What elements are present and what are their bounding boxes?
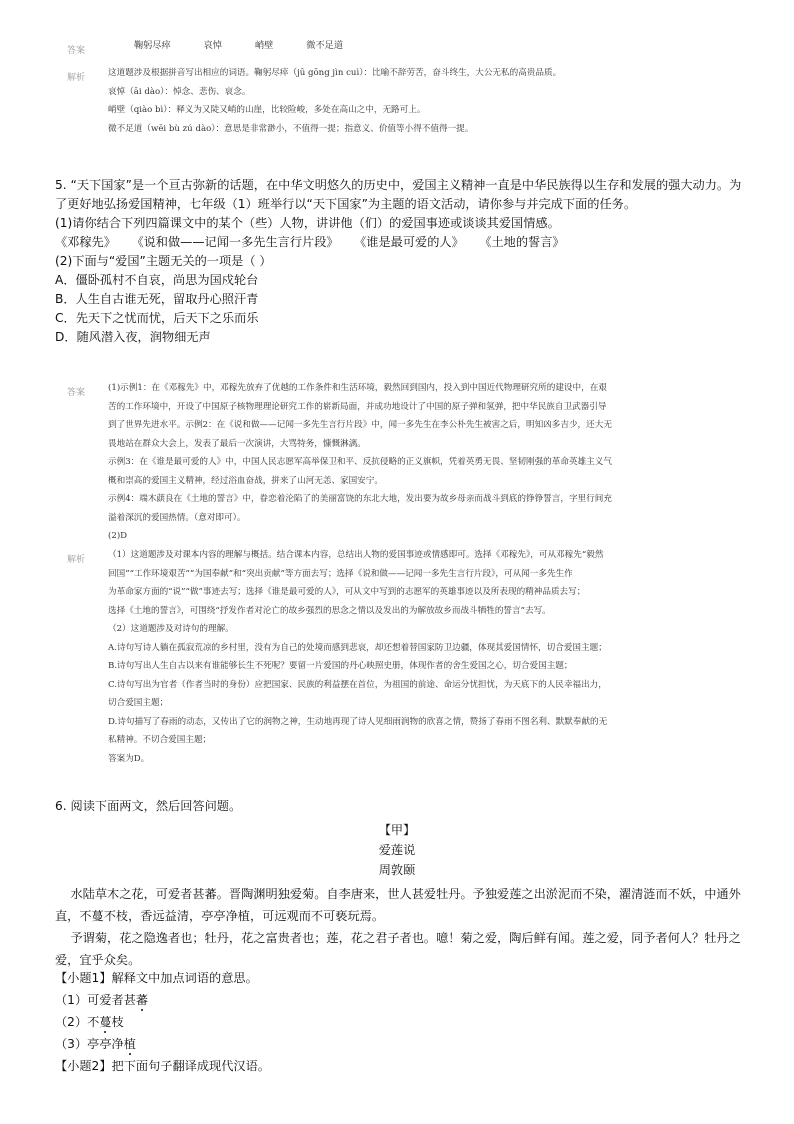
analysis-line: 选择《土地的誓言》，可围绕“抒发作者对沦亡的故乡强烈的思念之情以及发出的为解放故乡而战斗牺牲的誓言”去写。 <box>108 605 551 616</box>
option-d: D．随风潜入夜，润物细无声 <box>55 330 211 344</box>
answer-label: 答案 <box>67 388 86 398</box>
analysis-line: 峭壁（qiào bì）：释义为又陡又峭的山崖，比较险峻，多处在高山之中，无路可上。 <box>108 105 426 115</box>
passage-author: 周敦颐 <box>378 863 416 877</box>
dotted-char: 蔓 <box>99 1015 112 1029</box>
analysis-label: 解析 <box>67 73 86 83</box>
question-5-stem <box>55 176 741 347</box>
question-6-stem: 6. 阅读下面两文，然后回答问题。 <box>55 799 242 813</box>
item-2: （2）不蔓枝 <box>55 1015 124 1029</box>
text-title: 《谁是最可爱的人》 <box>354 235 464 249</box>
answer-word: 峭壁 <box>254 40 274 51</box>
text-title: 《邓稼先》 <box>55 235 116 249</box>
sub-question-1: 【小题1】解释文中加点词语的意思。 <box>55 971 258 985</box>
sub-question-2: (2)下面与“爱国”主题无关的一项是（ ） <box>55 254 272 268</box>
answer-block <box>108 379 612 546</box>
analysis-line: A.诗句写诗人躺在孤寂荒凉的乡村里，没有为自己的处境而感到悲哀，却还想着替国家防卫边疆，体现其爱国情怀，切合爱国主题； <box>108 642 607 653</box>
option-c: C．先天下之忧而忧，后天下之乐而乐 <box>55 311 259 325</box>
paragraph-line: 直，不蔓不枝，香远益清，亭亭净植，可远观而不可亵玩焉。 <box>55 909 385 923</box>
answer-word: 微不足道 <box>306 40 344 51</box>
answer-label: 答案 <box>67 46 86 56</box>
answer-word: 鞠躬尽瘁 <box>134 40 171 51</box>
analysis-line: 私精神。不切合爱国主题； <box>108 735 212 745</box>
paragraph-line: 爱，宜乎众矣。 <box>55 953 141 967</box>
answer-line: (1)示例1：在《邓稼先》中，邓稼先放弃了优越的工作条件和生活环境，毅然回到国内，投入到中国近代物理研究所的建设中，在艰 <box>108 383 607 393</box>
passage-heading: 【甲】 <box>378 823 416 837</box>
answer-word: 哀悼 <box>203 40 223 51</box>
paragraph-line: 水陆草木之花，可爱者甚蕃。晋陶渊明独爱菊。自李唐来，世人甚爱牡丹。予独爱莲之出淤泥而不染，濯清涟而不妖，中通外 <box>70 887 741 901</box>
dotted-char: 植 <box>123 1037 136 1051</box>
analysis-line: 切合爱国主题； <box>108 698 169 708</box>
sub-question-2: 【小题2】把下面句子翻译成现代汉语。 <box>55 1059 270 1073</box>
analysis-block <box>108 546 607 768</box>
analysis-line: （1）这道题涉及对课本内容的理解与概括。结合课本内容，总结出人物的爱国事迹或情感即可。选择《邓稼先》，可从邓稼先“毅然 <box>108 550 604 560</box>
stem-line: (1)请你结合下列四篇课文中的某个（些）人物，讲讲他（们）的爱国事迹或谈谈其爱国情感。 <box>55 216 560 230</box>
analysis-label: 解析 <box>67 555 86 565</box>
answer-line: 苦的工作环境中，开设了中国原子核物理理论研究工作的崭新局面，并成功地设计了中国的原子弹和氢弹，把中华民族自卫武器引导 <box>108 401 607 412</box>
stem-line: 5. “天下国家”是一个亘古弥新的话题，在中华文明悠久的历史中，爱国主义精神一直是中华民族得以生存和发展的强大动力。为 <box>55 178 742 192</box>
passage-body <box>55 883 741 971</box>
answer-line: 溢着深沉的爱国热情。（意对即可）。 <box>108 512 246 523</box>
paragraph-line: 予谓菊，花之隐逸者也；牡丹，花之富贵者也；莲，花之君子者也。噫！菊之爱，陶后鲜有闻。莲之爱，同予者何人？牡丹之 <box>70 931 741 945</box>
dotted-char: 蕃 <box>135 993 149 1007</box>
answer-line: 示例3：在《谁是最可爱的人》中，中国人民志愿军高举保卫和平、反抗侵略的正义旗帜，凭着英勇无畏、坚韧刚强的革命英雄主义气 <box>108 457 612 467</box>
analysis-line: 为革命家方面的“说”“做”事迹去写；选择《谁是最可爱的人》，可从文中写到的志愿军的英雄事迹以及所表现的精神品质去写； <box>108 587 586 597</box>
option-a: A．僵卧孤村不自哀，尚思为国戍轮台 <box>55 273 259 287</box>
answer-line: 到了世界先进水平。示例2：在《说和做——记闻一多先生言行片段》中，闻一多先生在李公朴先生被害之后，明知凶多吉少，还大无 <box>108 420 612 430</box>
item-3: （3）亭亭净植 <box>55 1037 136 1051</box>
analysis-line: D.诗句描写了春雨的动态，又传出了它的润物之神，生动地再现了诗人见细雨润物的欣喜之情，赞扬了春雨不图名利、默默奉献的无 <box>108 716 608 727</box>
analysis-line: 微不足道（wēi bù zú dào）：意思是非常渺小，不值得一提；指意义、价值等小得不值得一提。 <box>108 123 474 134</box>
text-title: 《说和做——记闻一多先生言行片段》 <box>131 235 339 249</box>
answer-line: 概和崇高的爱国主义精神，经过浴血奋战，拼来了山河无恙、家国安宁。 <box>108 475 384 486</box>
answer-line: 示例4：端木蕻良在《土地的誓言》中，眷恋着沦陷了的美丽富饶的东北大地，发出要为故乡母亲而战斗到底的铮铮誓言，字里行间充 <box>108 494 612 504</box>
analysis-line: B.诗句写出人生自古以来有谁能够长生不死呢？要留一片爱国的丹心映照史册，体现作者的舍生爱国之心，切合爱国主题； <box>108 661 573 671</box>
passage-title: 爱莲说 <box>378 843 416 857</box>
analysis-line: （2）这道题涉及对诗句的理解。 <box>108 624 234 634</box>
text-list <box>55 233 741 252</box>
stem-line: 了更好地弘扬爱国精神，七年级（1）班举行以“天下国家”为主题的语文活动，请你参与并完成下面的任务。 <box>55 197 637 211</box>
answer-line: 畏地站在群众大会上，发表了最后一次演讲，大骂特务，慷慨淋漓。 <box>108 438 366 449</box>
option-b: B．人生自古谁无死，留取丹心照汗青 <box>55 292 259 306</box>
analysis-block <box>108 64 561 138</box>
analysis-line: 这道题涉及根据拼音写出相应的词语。鞠躬尽瘁（jū gōng jìn cuì）：比喻不辞劳苦，奋斗终生，大公无私的高贵品质。 <box>108 68 562 78</box>
analysis-line: C.诗句写出为官者（作者当时的身份）应把国家、民族的利益摆在首位，为祖国的前途、命运分忧担忧，为天底下的人民幸福出力， <box>108 679 607 690</box>
item-1: （1）可爱者甚蕃 <box>55 993 149 1007</box>
analysis-line: 回国”“工作环境艰苦”“为国奉献”和“突出贡献”等方面去写；选择《说和做——记闻一多先生言行片段》，可从闻一多先生作 <box>108 568 573 579</box>
text-title: 《土地的誓言》 <box>479 235 565 249</box>
analysis-line: 答案为D。 <box>108 753 150 764</box>
analysis-line: 哀悼（āi dào）：悼念、悲伤、哀念。 <box>108 86 251 97</box>
answer-words <box>134 37 373 56</box>
answer-line: (2)D <box>108 531 128 541</box>
sub-questions <box>55 967 270 1077</box>
